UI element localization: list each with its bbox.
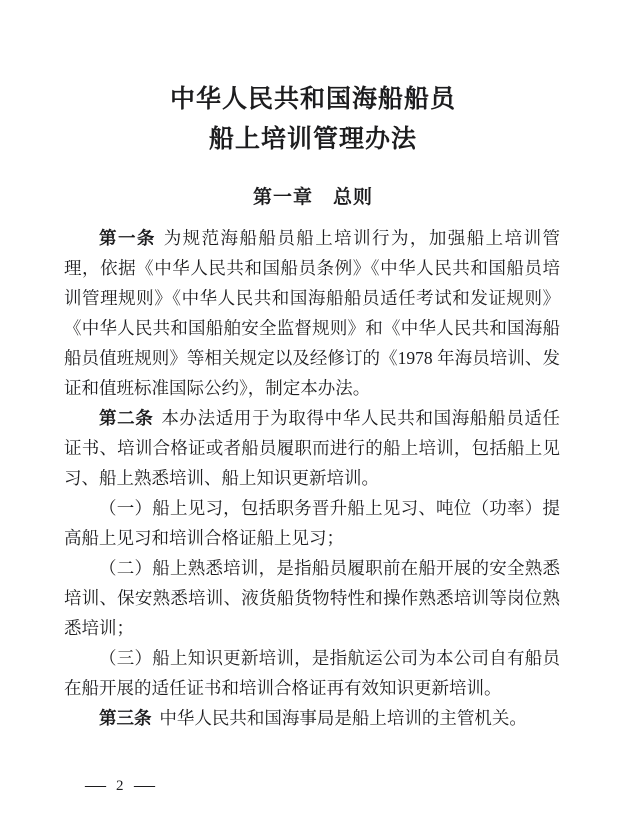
article-subitem: [64, 493, 560, 553]
article-paragraph: [64, 703, 560, 733]
article-number: 第三条: [99, 708, 152, 728]
document-title: [0, 80, 626, 160]
page-footer: [85, 778, 155, 795]
document-title-line1: 中华人民共和国海船船员: [169, 86, 456, 113]
article-text: （一）船上见习，包括职务晋升船上见习、吨位（功率）提高船上见习和培训合格证船上见习；: [64, 498, 560, 548]
footer-dash-left: —: [85, 778, 106, 794]
article-text: 本办法适用于为取得中华人民共和国海船船员适任证书、培训合格证或者船员履职而进行的船上培训，包括船上见习、船上熟悉培训、船上知识更新培训。: [64, 408, 560, 488]
article-number: 第二条: [99, 408, 154, 428]
article-text: （三）船上知识更新培训，是指航运公司为本公司自有船员在船开展的适任证书和培训合格证再有效知识更新培训。: [64, 648, 560, 698]
article-paragraph: [64, 403, 560, 493]
document-body: [64, 223, 560, 733]
document-title-line2: 船上培训管理办法: [208, 126, 417, 153]
article-paragraph: [64, 223, 560, 403]
footer-dash-right: —: [133, 778, 155, 794]
chapter-heading: 第一章 总则: [252, 187, 373, 208]
page-number: 2: [116, 778, 124, 794]
article-text: 为规范海船船员船上培训行为，加强船上培训管理，依据《中华人民共和国船员条例》《中华人民共和国船员培训管理规则》《中华人民共和国海船船员适任考试和发证规则》《中华人民共和国船舶安全监督规则》和《中华人民共和国海船船员值班规则》等相关规定以及经修订的《1978 年海员培训、发证和值班标准国际公约》，制定本办法。: [64, 228, 561, 398]
article-text: 中华人民共和国海事局是船上培训的主管机关。: [159, 708, 527, 728]
article-text: （二）船上熟悉培训，是指船员履职前在船开展的安全熟悉培训、保安熟悉培训、液货船货物特性和操作熟悉培训等岗位熟悉培训；: [64, 558, 560, 638]
article-subitem: [64, 553, 560, 643]
article-subitem: [64, 643, 560, 703]
article-number: 第一条: [99, 228, 156, 248]
